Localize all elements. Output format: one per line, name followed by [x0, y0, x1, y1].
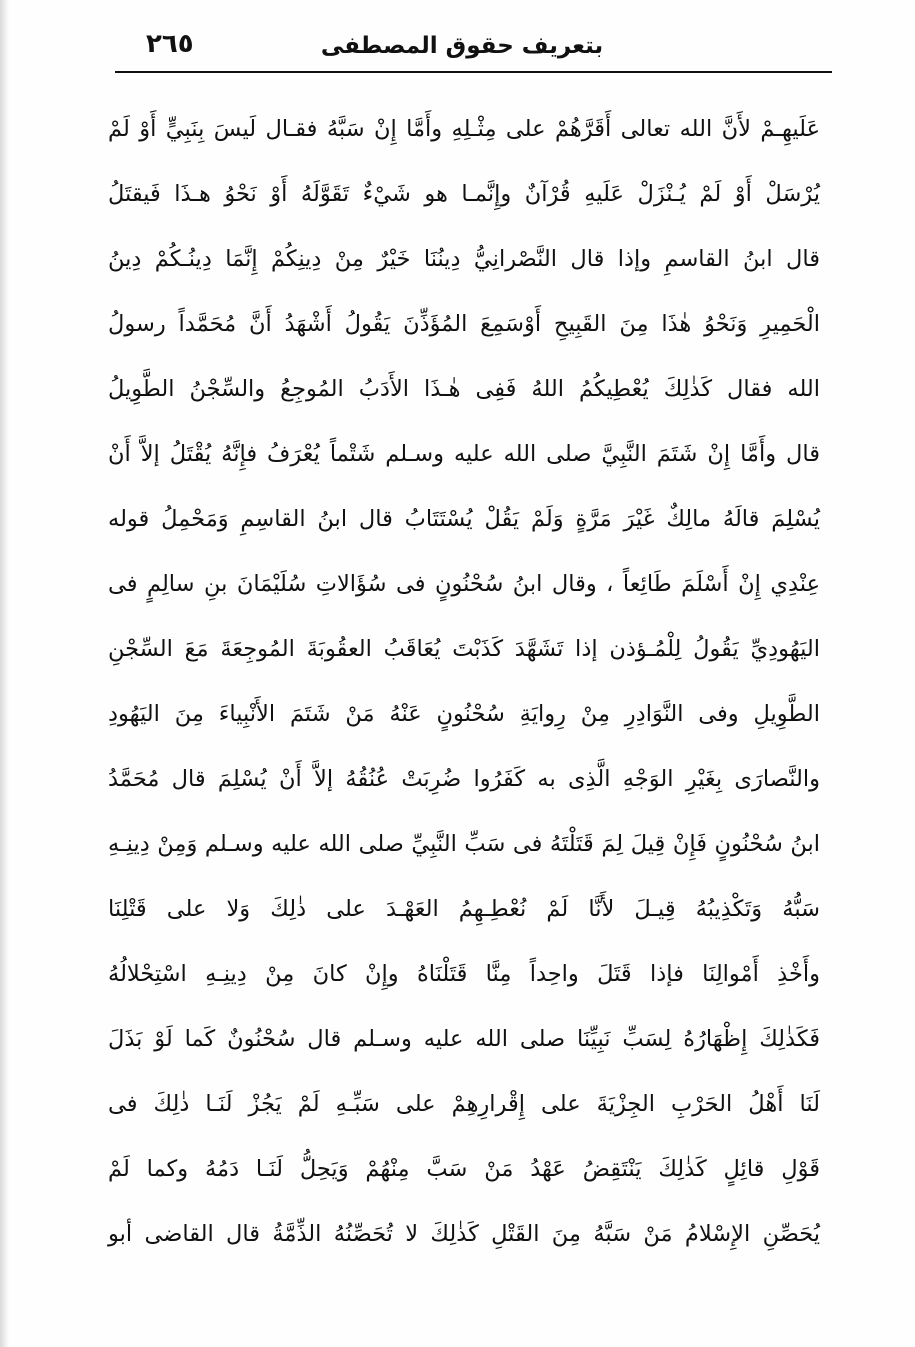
text-line: عِنْدِي إِنْ أَسْلَمَ طَائِعاً ، وقال ابنُ سُحْنُونٍ فى سُؤَالاتِ سُلَيْمَانَ بنِ سالِمٍ فى — [108, 571, 820, 597]
text-line: والنَّصارَى بِغَيْرِ الوَجْهِ الَّذِى به كَفَرُوا ضُرِبَتْ عُنُقُهُ إلاَّ أَنْ يُسْلِمَ قال مُحَمَّدُ — [108, 766, 820, 792]
text-line: قال وأَمَّا إِنْ شَتَمَ النَّبِيَّ صلى الله عليه وسـلم شَتْماً يُعْرَفُ فإِنَّهُ يُقْتَلُ إلاَّ أَنْ — [108, 441, 820, 467]
page-edge-shadow — [0, 0, 9, 1347]
running-head — [0, 0, 915, 80]
text-line: ابنُ سُحْنُونٍ فَإِنْ قِيلَ لِمَ قَتَلْتَهُ فى سَبِّ النَّبِيِّ صلى الله عليه وسـلم وَمِنْ دِينِـهِ — [108, 831, 820, 857]
text-line: سَبُّهُ وَتَكْذِيبُهُ قِيـلَ لأَنَّا لَمْ نُعْطِـهِمُ العَهْـدَ على ذٰلِكَ وَلا على قَتْلِنَا — [108, 896, 820, 922]
text-line: يُسْلِمَ قالَهُ مالِكٌ غَيْرَ مَرَّةٍ وَلَمْ يَقُلْ يُسْتَتَابُ قال ابنُ القاسِمِ وَمَحْمِلُ قوله — [108, 506, 820, 532]
running-head-title: بتعريف حقوق المصطفى — [320, 33, 604, 59]
text-line: اليَهُودِيِّ يَقُولُ لِلْمُـؤذن إذا تَشَهَّدَ كَذَبْتَ يُعَاقَبُ العقُوبَةَ المُوجِعَةَ مَعَ السِّجْنِ — [108, 636, 820, 662]
text-line: قال ابنُ القاسمِ وإذا قال النَّصْرانِيُّ دِينُنَا خَيْرٌ مِنْ دِينِكُمْ إِنَّمَا دِينُـكُمْ دِينُ — [108, 246, 820, 272]
text-line: قَوْلِ قائِلٍ كَذٰلِكَ يَنْتَقِضُ عَهْدُ مَنْ سَبَّ مِنْهُمْ وَيَحِلُّ لَنَـا دَمُهُ وكما لَمْ — [108, 1156, 820, 1182]
text-line: الله فقال كَذٰلِكَ يُعْطِيكُمُ اللهُ فَفِى هٰـذَا الأَدَبُ المُوجِعُ والسِّجْنُ الطَّوِيلُ — [108, 376, 820, 402]
text-line: وأَخْذِ أَمْوالِنَا فإذا قَتَلَ واحِداً مِنَّا قَتَلْنَاهُ وإِنْ كانَ مِنْ دِينِـهِ اسْتِحْلالُهُ — [108, 961, 820, 987]
header-rule — [115, 71, 832, 73]
text-line: لَنَا أَهْلُ الحَرْبِ الجِزْيَةَ على إِقْرارِهِمْ على سَبِّـهِ لَمْ يَجُزْ لَنَـا ذٰلِكَ فى — [108, 1091, 820, 1117]
text-line: فَكَذٰلِكَ إِظْهَارُهُ لِسَبِّ نَبِيِّنَا صلى الله عليه وسـلم قال سُحْنُونٌ كَما لَوْ بَذَلَ — [108, 1026, 820, 1052]
page-number: ٢٦٥ — [146, 29, 194, 59]
text-line: عَلَيهِـمْ لأَنَّ الله تعالى أَقَرَّهُمْ على مِثْـلِهِ وأَمَّا إِنْ سَبَّهُ فقـال لَيسَ بِنَبِيٍّ أَوْ لَمْ — [108, 116, 820, 142]
text-line: يُحَصِّنِ الإِسْلامُ مَنْ سَبَّهُ مِنَ القَتْلِ كَذٰلِكَ لا تُحَصِّنُهُ الذِّمَّةُ قال القاضى أبو — [108, 1221, 820, 1247]
text-line: الْحَمِيرِ وَنَحْوُ هٰذَا مِنَ القَبِيحِ أَوْسَمِعَ المُؤَذِّنَ يَقُولُ أَشْهَدُ أَنَّ مُحَمَّداً رسولُ — [108, 311, 820, 337]
body-text — [108, 97, 820, 1267]
text-line: يُرْسَلْ أَوْ لَمْ يُـنْزَلْ عَلَيهِ قُرْآنٌ وإِنَّمـا هو شَيْءٌ تَقَوَّلَهُ أَوْ نَحْوُ هـذَا فَيقتَلُ — [108, 181, 820, 207]
text-line: الطَّوِيلِ وفى النَّوَادِرِ مِنْ رِوايَةِ سُحْنُونٍ عَنْهُ مَنْ شَتَمَ الأَنْبِياءَ مِنَ اليَهُودِ — [108, 701, 820, 727]
